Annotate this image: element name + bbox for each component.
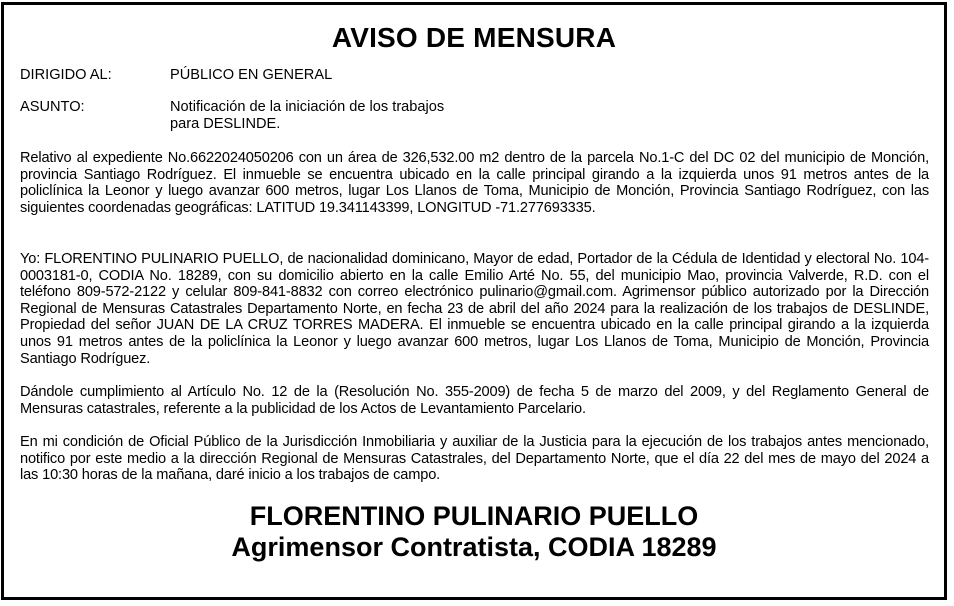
notice-box [1,2,947,600]
paragraph-notificacion: En mi condición de Oficial Público de la Jurisdicción Inmobiliaria y auxiliar de la Justicia para la ejecución de los trabajos antes mencionado, notifico por este medio a la dirección Regional de Mensuras Catastrales, del Departamento Norte, que el día 22 del mes de mayo del 2024 a las 10:30 horas de la mañana, daré inicio a los trabajos de campo. [20,434,929,484]
paragraph-agrimensor: Yo: FLORENTINO PULINARIO PUELLO, de nacionalidad dominicano, Mayor de edad, Portador de la Cédula de Identidad y electoral No. 104-0003181-0, CODIA No. 18289, con su domicilio abierto en la calle Emilio Arté No. 55, del municipio Mao, provincia Valverde, R.D. con el teléfono 809-572-2122 y celular 809-841-8832 con correo electrónico pulinario@gmail.com. Agrimensor público autorizado por la Dirección Regional de Mensuras Catastrales Departamento Norte, en fecha 23 de abril del año 2024 para la realización de los trabajos de DESLINDE, Propiedad del señor JUAN DE LA CRUZ TORRES MADERA. El inmueble se encuentra ubicado en la calle principal girando a la izquierda unos 91 metros antes de la policlínica la Leonor y luego avanzar 600 metros, lugar Los Llanos de Toma, Municipio de Monción, Provincia Santiago Rodríguez. [20,251,929,367]
asunto-label: ASUNTO: [20,99,85,115]
dirigido-label: DIRIGIDO AL: [20,67,112,83]
paragraph-expediente: Relativo al expediente No.6622024050206 con un área de 326,532.00 m2 dentro de la parcela No.1-C del DC 02 del municipio de Monción, provincia Santiago Rodríguez. El inmueble se encuentra ubicado en la calle principal girando a la izquierda unos 91 metros antes de la policlínica la Leonor y luego avanzar 600 metros, lugar Los Llanos de Toma, Municipio de Monción, Provincia Santiago Rodríguez, con las siguientes coordenadas geográficas: LATITUD 19.341143399, LONGITUD -71.277693335. [20,150,929,216]
dirigido-value: PÚBLICO EN GENERAL [170,67,333,83]
signature-title: Agrimensor Contratista, CODIA 18289 [231,532,717,562]
signature-name: FLORENTINO PULINARIO PUELLO [249,501,699,531]
notice-title: AVISO DE MENSURA [331,22,617,53]
asunto-value: Notificación de la iniciación de los trabajos para DESLINDE. [170,99,445,132]
paragraph-cumplimiento: Dándole cumplimiento al Artículo No. 12 de la (Resolución No. 355-2009) de fecha 5 de marzo del 2009, y del Reglamento General de Mensuras catastrales, referente a la publicidad de los Actos de Levantamiento Parcelario. [20,384,929,417]
